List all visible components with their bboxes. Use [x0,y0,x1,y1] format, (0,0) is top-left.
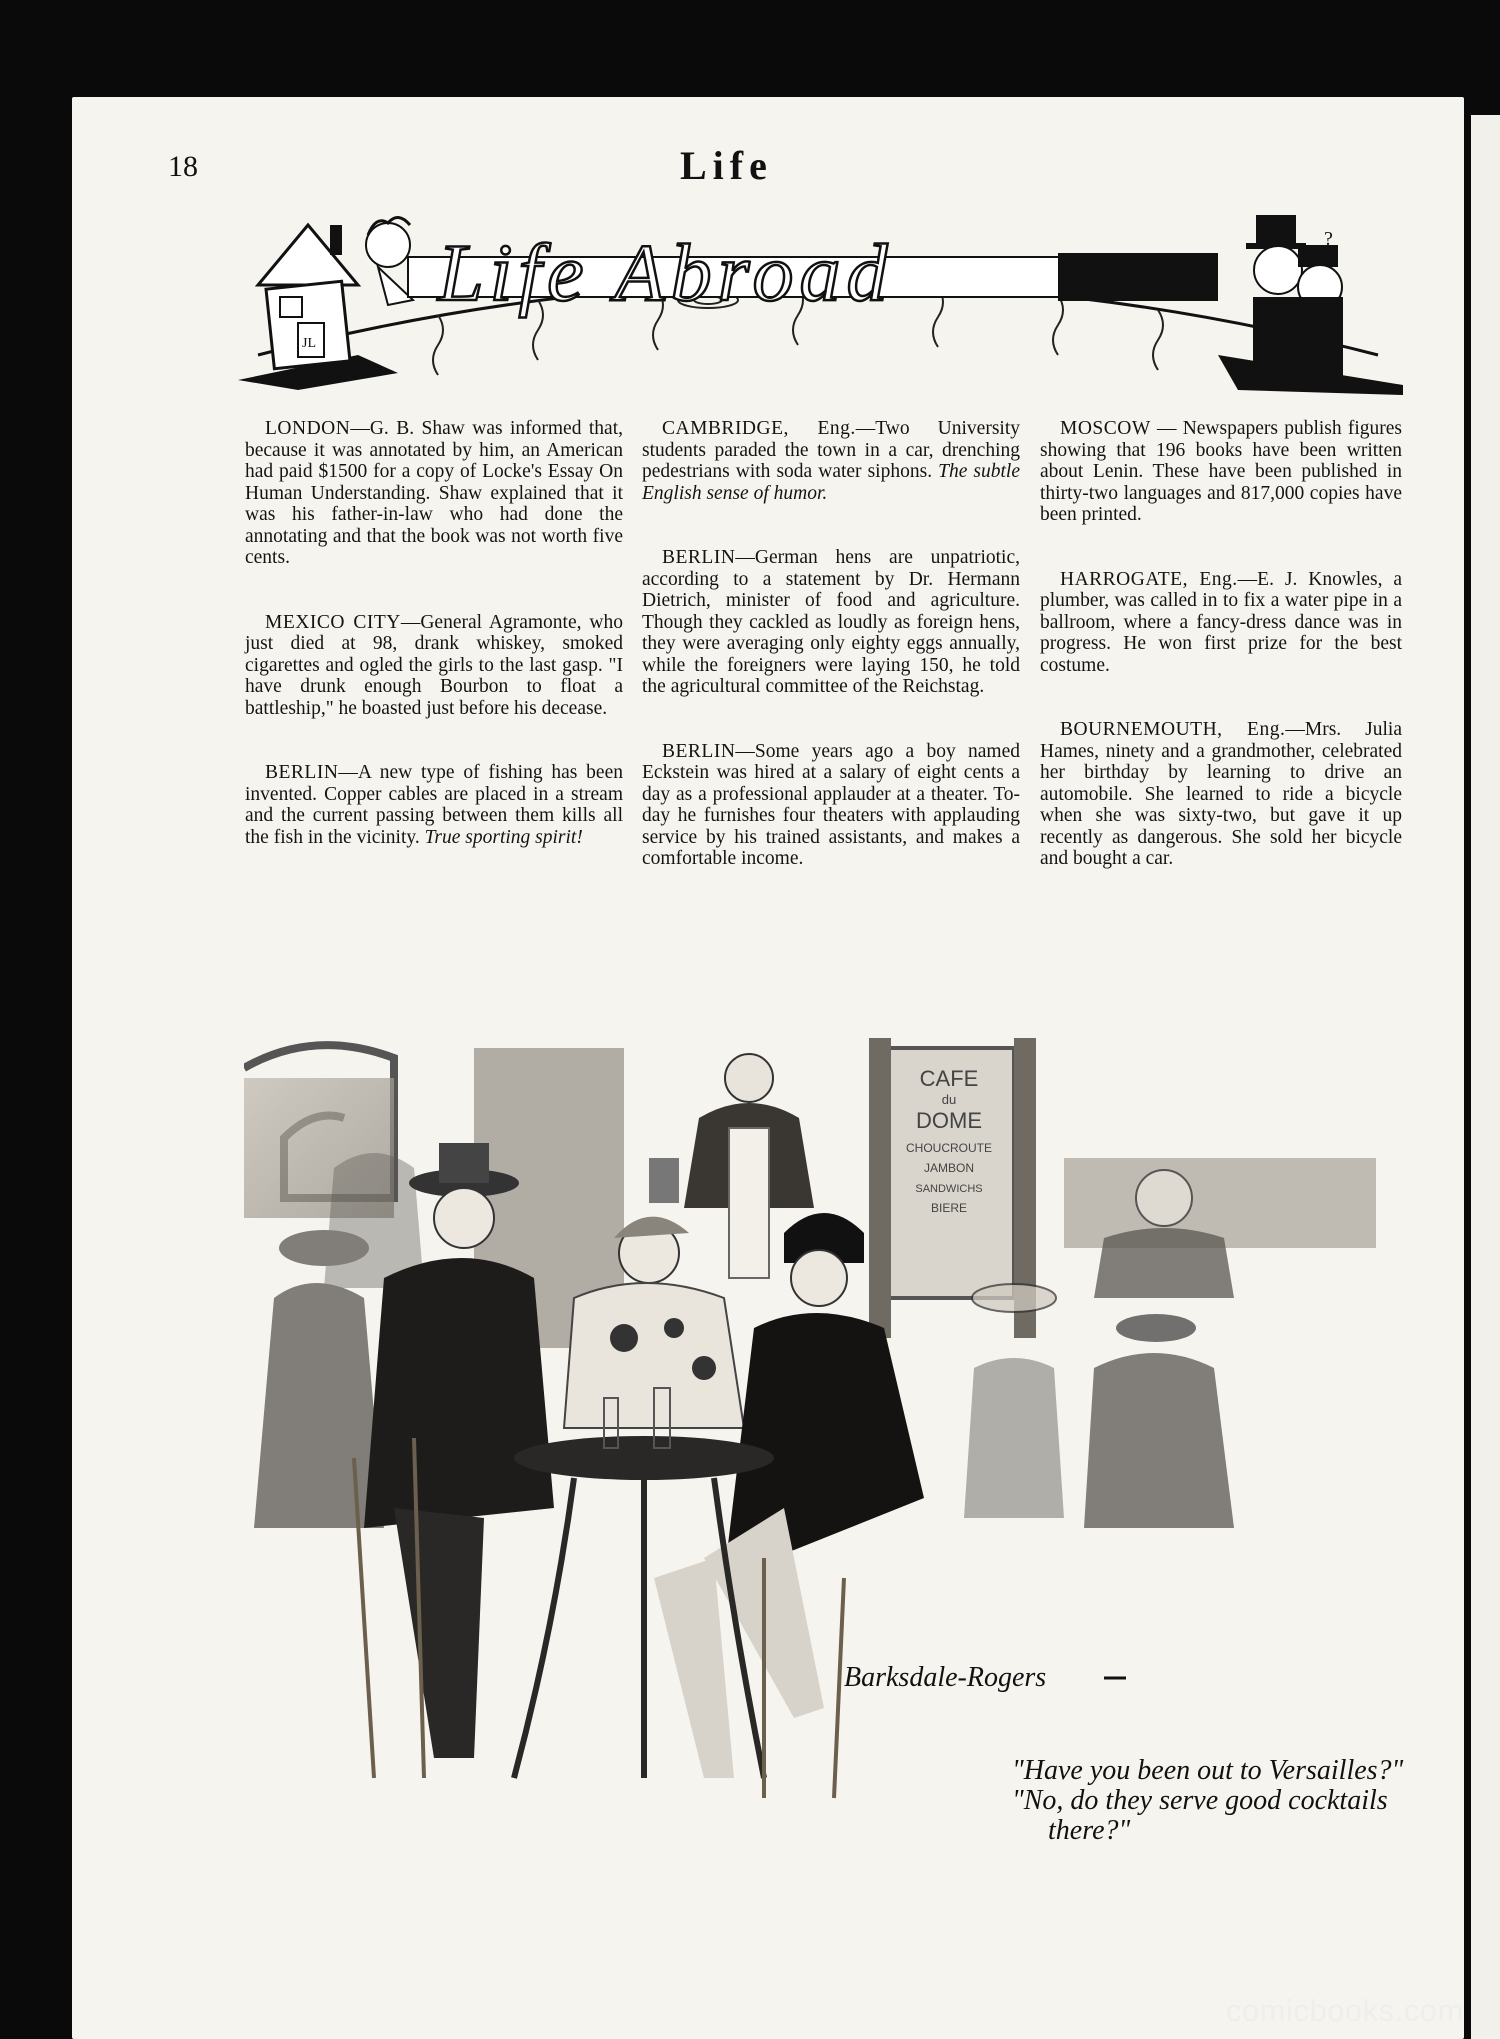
cafe-illustration [244,1038,1376,1838]
dateline: MOSCOW [1060,418,1151,439]
house-sign: JL [302,336,316,351]
dateline: HARROGATE, Eng. [1060,568,1238,590]
dateline: BERLIN [662,547,736,568]
news-item: LONDON—G. B. Shaw was informed that, because it was annotated by him, an American had paid $1500 for a copy of Locke's Essay On Human Understanding. Shaw explained that it was his father-in-law who had done the annotating and that the book was not worth five cents. [245,418,623,568]
cartoon-caption [1012,1756,1432,1846]
dateline: MEXICO CITY [265,611,401,633]
masthead: Life [680,143,773,188]
sign-line: du [941,1092,957,1107]
sign-line: CAFE [919,1066,979,1091]
caption-line: there?" [1048,1815,1131,1846]
sign-line: JAMBON [923,1161,975,1175]
editorial-quip: The subtle English sense of humor. [642,461,1020,504]
banner-title: Life Abroad [438,227,894,318]
dateline: CAMBRIDGE, Eng. [662,418,856,439]
sign-line: BIERE [930,1201,968,1215]
news-item: CAMBRIDGE, Eng.—Two University students paraded the town in a car, drenching pedestrians with soda water siphons. The subtle English sense of humor. [642,418,1020,504]
page-number: 18 [168,150,198,183]
life-abroad-banner [238,205,1403,395]
news-item: BERLIN—German hens are unpatriotic, according to a statement by Dr. Hermann Dietrich, minister of food and agriculture. Though they cackled as loudly as foreign hens, they were averaging only eighty eggs annually, while the foreigners were laying 150, he told the agricultural committee of the Reichstag. [642,547,1020,697]
dateline: BERLIN [662,740,736,762]
sign-line: CHOUCROUTE [906,1141,992,1155]
watermark: comicbooks.com [1226,1993,1464,2028]
bar-counter [1064,1158,1376,1248]
news-item: BERLIN—Some years ago a boy named Eckstein was hired at a salary of eight cents a day as a professional applauder at a theater. To-day he furnishes four theaters with applauding service by his trained assistants, and makes a comfortable income. [642,740,1020,869]
svg-text:?: ? [1324,228,1333,250]
news-item: HARROGATE, Eng.—E. J. Knowles, a plumber, was called in to fix a water pipe in a ballroom, where a fancy-dress dance was in progress. He won first prize for the best costume. [1040,568,1403,676]
dateline: BOURNEMOUTH, Eng. [1060,719,1286,740]
sign-line: DOME [916,1108,982,1133]
dateline: BERLIN [265,762,339,783]
sign-line: SANDWICHS [915,1183,983,1195]
house-icon [258,225,358,369]
column-1 [245,418,623,848]
artist-signature: Barksdale-Rogers [844,1662,1047,1693]
column-2 [642,418,1020,870]
adjacent-page-edge [1471,115,1500,2039]
caption-line: "No, do they serve good cocktails [1012,1785,1388,1816]
gentlemen-figures [1246,215,1343,377]
dateline: LONDON [265,418,351,439]
news-item: MEXICO CITY—General Agramonte, who just died at 98, drank whiskey, smoked cigarettes and ogled the girls to the last gasp. "I have drunk enough Bourbon to float a battleship," he boasted just before his decease. [245,611,623,719]
news-item: MOSCOW — Newspapers publish figures showing that 196 books have been written about Lenin. These have been published in thirty-two languages and 817,000 copies have been printed. [1040,418,1402,525]
editorial-quip: True sporting spirit! [424,826,583,848]
news-item: BERLIN—A new type of fishing has been invented. Copper cables are placed in a stream and the current passing between them kills all the fish in the vicinity. True sporting spirit! [245,762,623,848]
column-3 [1040,418,1402,870]
news-item: BOURNEMOUTH, Eng.—Mrs. Julia Hames, ninety and a grandmother, celebrated her birthday by learning to drive an automobile. She learned to ride a bicycle when she was sixty-two, but gave it up recently as dangerous. She sold her bicycle and bought a car. [1040,719,1402,869]
caption-line: "Have you been out to Versailles?" [1012,1755,1404,1786]
cupid-figure [366,217,413,305]
